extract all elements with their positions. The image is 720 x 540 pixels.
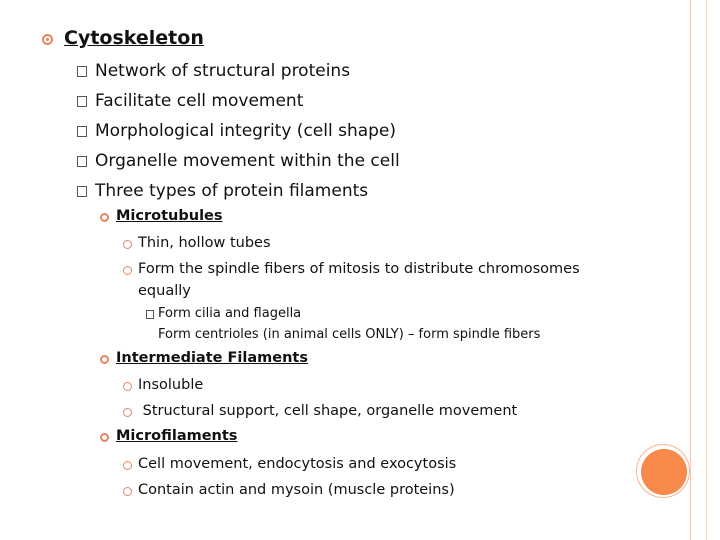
intermediate-item-1: Insoluble — [138, 377, 204, 393]
point-3: Morphological integrity (cell shape) — [95, 121, 397, 141]
bullet-square-icon — [77, 126, 87, 137]
decorative-line — [706, 0, 707, 540]
bullet-ring-icon — [42, 34, 53, 45]
microtubules-heading: Microtubules — [116, 208, 223, 224]
decorative-circle — [641, 449, 687, 495]
bullet-circle-icon — [123, 461, 132, 470]
microfilaments-item-1: Cell movement, endocytosis and exocytosis — [138, 456, 457, 472]
microtubules-item-1: Thin, hollow tubes — [138, 235, 271, 251]
microtubules-sub-2: Form centrioles (in animal cells ONLY) – form spindle fibers — [158, 327, 541, 342]
bullet-square-icon — [146, 310, 154, 319]
bullet-circle-icon — [123, 382, 132, 391]
bullet-ring-icon — [100, 213, 109, 222]
bullet-circle-icon — [123, 487, 132, 496]
bullet-circle-icon — [123, 240, 132, 249]
point-2: Facilitate cell movement — [95, 91, 304, 111]
bullet-ring-icon — [100, 433, 109, 442]
bullet-square-icon — [77, 156, 87, 167]
point-5: Three types of protein filaments — [95, 181, 369, 201]
intermediate-item-2: Structural support, cell shape, organelle movement — [138, 403, 518, 419]
decorative-border — [690, 0, 720, 540]
bullet-circle-icon — [123, 266, 132, 275]
bullet-square-icon — [77, 66, 87, 77]
microtubules-item-2-cont: equally — [138, 283, 191, 299]
intermediate-heading: Intermediate Filaments — [116, 350, 308, 366]
bullet-square-icon — [77, 186, 87, 197]
bullet-circle-icon — [123, 408, 132, 417]
microtubules-sub-1: Form cilia and flagella — [158, 306, 302, 321]
bullet-square-icon — [77, 96, 87, 107]
slide-title: Cytoskeleton — [64, 27, 204, 49]
bullet-ring-icon — [100, 355, 109, 364]
microfilaments-item-2: Contain actin and mysoin (muscle proteins) — [138, 482, 455, 498]
microtubules-item-2: Form the spindle fibers of mitosis to distribute chromosomes — [138, 261, 580, 277]
point-4: Organelle movement within the cell — [95, 151, 400, 171]
point-1: Network of structural proteins — [95, 61, 351, 81]
microfilaments-heading: Microfilaments — [116, 428, 238, 444]
